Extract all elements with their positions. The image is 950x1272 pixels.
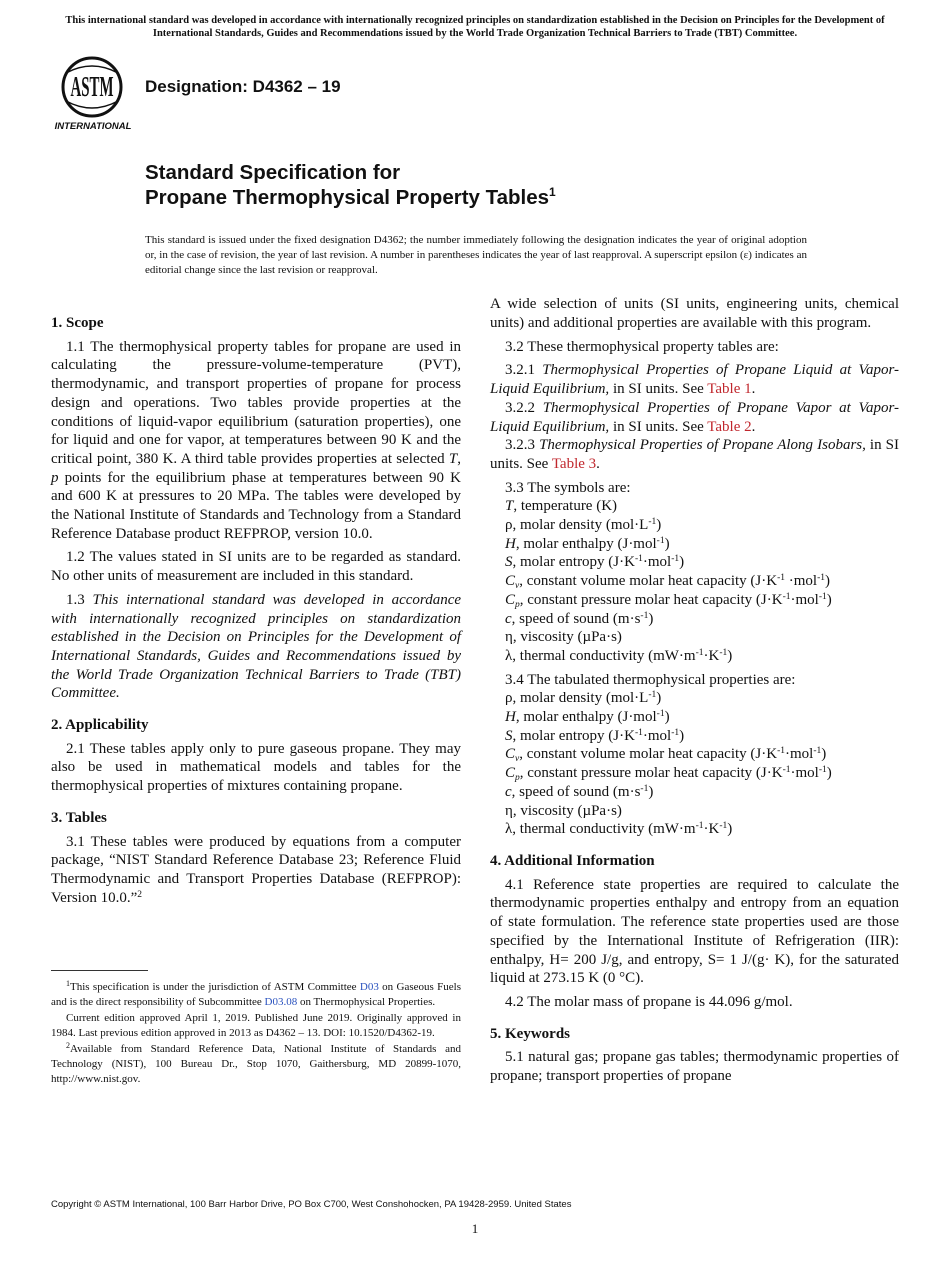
- paragraph-4-1: 4.1 Reference state properties are required to calculate the thermodynamic properties enthalpy and entropy from an equation of state formulation. The reference state properties used are those specified by the International Institute of Refrigeration (IIR): enthalpy, H= 200 J/g, and entropy, S= 1 J/(g· K), for the saturated liquid at 273.15 K (0 °C).: [490, 876, 899, 987]
- logo-label: INTERNATIONAL: [54, 121, 132, 132]
- section-heading-tables: 3. Tables: [51, 809, 107, 826]
- paragraph-3-1-continued: A wide selection of units (SI units, engineering units, chemical units) and additional properties are available with this program.: [490, 296, 899, 332]
- paragraph-3-2-2: 3.2.2 Thermophysical Properties of Propane Vapor at Vapor-Liquid Equilibrium, in SI units. See Table 2.: [490, 399, 900, 435]
- paragraph-3-2: 3.2 These thermophysical property tables are:: [505, 338, 779, 355]
- property-thermal-conductivity: λ, thermal conductivity $(mW\cdot m^{-1}\cdot K^{-1})$: [505, 821, 733, 838]
- symbol-speed-of-sound: c, speed of sound $(m\cdot s^{-1})$: [505, 610, 654, 627]
- paragraph-3-1: 3.1 These tables were produced by equations from a computer package, “NIST Standard Reference Database 23; Reference Fluid Thermodynamic and Transport Properties Database (REFPROP): Version 10.0.”$^2$: [51, 833, 461, 906]
- property-entropy: S, molar entropy $(J\cdot K^{-1}\cdot mol^{-1})$: [505, 727, 685, 744]
- section-heading-scope: 1. Scope: [51, 315, 104, 331]
- table-3-link[interactable]: Table 3: [551, 455, 597, 472]
- property-viscosity: η, viscosity (µPa·s): [505, 802, 622, 819]
- issued-note: This standard is issued under the fixed designation D4362; the number immediately following the designation indicates the year of original adoption or, in the case of revision, the year of last revision. A number in parentheses indicates the year of last reapproval. A superscript epsilon (ε) indicates an editorial change since the last revision or reapproval.: [145, 234, 807, 276]
- table-1-link[interactable]: Table 1: [707, 381, 752, 398]
- title-line-2: [145, 185, 556, 210]
- copyright: Copyright © ASTM International, 100 Barr Harbor Drive, PO Box C700, West Conshohocken, PA 19428-2959. United States: [51, 1199, 572, 1210]
- footnote-ref-2[interactable]: 2: [137, 889, 142, 900]
- tabulated-properties-list: [490, 689, 899, 839]
- astm-logo: [52, 55, 134, 133]
- designation: Designation: D4362 – 19: [145, 77, 341, 96]
- footnote-2: $^2$Available from Standard Reference Data, National Institute of Standards and Technology (NIST), 100 Bureau Dr., Stop 1070, Gaithersburg, MD 20899-1070, http://www.nist.gov.: [51, 1041, 461, 1085]
- subcommittee-d03-08-link[interactable]: D03.08: [264, 995, 298, 1008]
- document-title: [145, 160, 556, 210]
- edition-note: Current edition approved April 1, 2019. Published June 2019. Originally approved in 1984. Last previous edition approved in 2013 as D4362 – 13. DOI: 10.1520/D4362-19.: [51, 1012, 461, 1039]
- title-line-1: Standard Specification for: [145, 161, 401, 184]
- paragraph-3-2-3: 3.2.3 Thermophysical Properties of Propane Along Isobars, in SI units. See Table 3.: [490, 437, 899, 472]
- symbol-density: ρ, molar density $(mol\cdot L^{-1})$: [505, 517, 662, 534]
- left-column: [51, 314, 461, 912]
- paragraph-1-3: 1.3 This international standard was developed in accordance with internationally recognized principles on standardization established in the Decision on Principles for the Development of International Standards, Guides and Recommendations issued by the World Trade Organization Technical Barriers to Trade (TBT) Committee.: [51, 591, 462, 702]
- section-heading-additional-information: 4. Additional Information: [490, 853, 655, 869]
- paragraph-4-2: 4.2 The molar mass of propane is 44.096 g/mol.: [505, 993, 793, 1010]
- paragraph-5-1: 5.1 natural gas; propane gas tables; thermodynamic properties of propane; transport properties of propane: [490, 1049, 899, 1085]
- footnote-rule: [51, 970, 148, 971]
- property-density: ρ, molar density $(mol\cdot L^{-1})$: [505, 690, 662, 707]
- symbol-temperature: T, temperature (K): [505, 498, 618, 515]
- paragraph-1-1: 1.1 The thermophysical property tables for propane are used in calculating the pressure-volume-temperature (PVT), thermodynamic, and transport properties of propane for process design and operations. Two tables provide properties at the conditions of liquid-vapor equilibrium (saturation properties), one for liquid and one for vapor, at temperatures between 90 K and the critical point, 380 K. A third table provides properties at selected T, p points for the equilibrium phase at temperatures between 90 K and 600 K at pressures to 20 MPa. The tables were developed by the National Institute of Standards and Technology from a Standard Reference Database product REFPROP, version 10.0.: [51, 338, 461, 542]
- committee-d03-link[interactable]: D03: [359, 981, 379, 993]
- symbol-thermal-conductivity: λ, thermal conductivity $(mW\cdot m^{-1}\cdot K^{-1})$: [505, 647, 733, 664]
- symbol-cv: $C_v$, constant volume molar heat capacity $(J\cdot K^{-1} \cdot mol^{-1})$: [505, 573, 830, 592]
- paragraph-3-3: 3.3 The symbols are:: [505, 479, 631, 496]
- symbol-viscosity: η, viscosity (µPa·s): [505, 629, 622, 646]
- table-2-link[interactable]: Table 2: [707, 418, 752, 435]
- footnotes: [51, 980, 461, 1088]
- section-heading-applicability: 2. Applicability: [51, 717, 149, 734]
- section-heading-keywords: 5. Keywords: [490, 1025, 570, 1042]
- property-cp: $C_p$, constant pressure molar heat capacity $(J\cdot K^{-1}\cdot mol^{-1})$: [505, 765, 832, 784]
- paragraph-3-2-1: 3.2.1 Thermophysical Properties of Propane Liquid at Vapor-Liquid Equilibrium, in SI units. See Table 1.: [490, 362, 899, 398]
- paragraph-2-1: 2.1 These tables apply only to pure gaseous propane. They may also be used in mathematical models and tables for the thermophysical properties of mixtures containing propane.: [51, 740, 461, 795]
- symbols-list: [490, 497, 899, 665]
- title-footnote-ref[interactable]: 1: [549, 185, 556, 199]
- property-cv: $C_v$, constant volume molar heat capacity $(J\cdot K^{-1}\cdot mol^{-1})$: [505, 746, 827, 765]
- right-column: [490, 296, 900, 1091]
- paragraph-3-4: 3.4 The tabulated thermophysical properties are:: [505, 671, 796, 688]
- symbol-enthalpy: H, molar enthalpy (J·mol$^{-1}$): [505, 535, 670, 552]
- title-text: Propane Thermophysical Property Tables: [145, 186, 550, 209]
- paragraph-1-2: 1.2 The values stated in SI units are to be regarded as standard. No other units of measurement are included in this standard.: [51, 549, 461, 585]
- logo-mark: ASTM: [70, 70, 114, 103]
- property-speed-of-sound: c, speed of sound $(m\cdot s^{-1})$: [505, 783, 654, 800]
- property-enthalpy: H, molar enthalpy (J·mol$^{-1}$): [505, 709, 670, 726]
- footnote-1: $^1$This specification is under the jurisdiction of ASTM Committee D03 on Gaseous Fuels and is the direct responsibility of Subcommittee D03.08 on Thermophysical Properties.: [51, 979, 461, 1008]
- symbol-cp: $C_p$, constant pressure molar heat capacity $(J\cdot K^{-1}\cdot mol^{-1})$: [505, 591, 832, 610]
- symbol-entropy: S, molar entropy $(J\cdot K^{-1}\cdot mol^{-1})$: [505, 554, 685, 571]
- page-number: 1: [471, 1221, 479, 1236]
- tbt-notice: This international standard was developed in accordance with internationally recognized principles on standardization established in the Decision on Principles for the Development of International Standards, Guides and Recommendations issued by the World Trade Organization Technical Barriers to Trade (TBT) Committee.: [65, 15, 885, 39]
